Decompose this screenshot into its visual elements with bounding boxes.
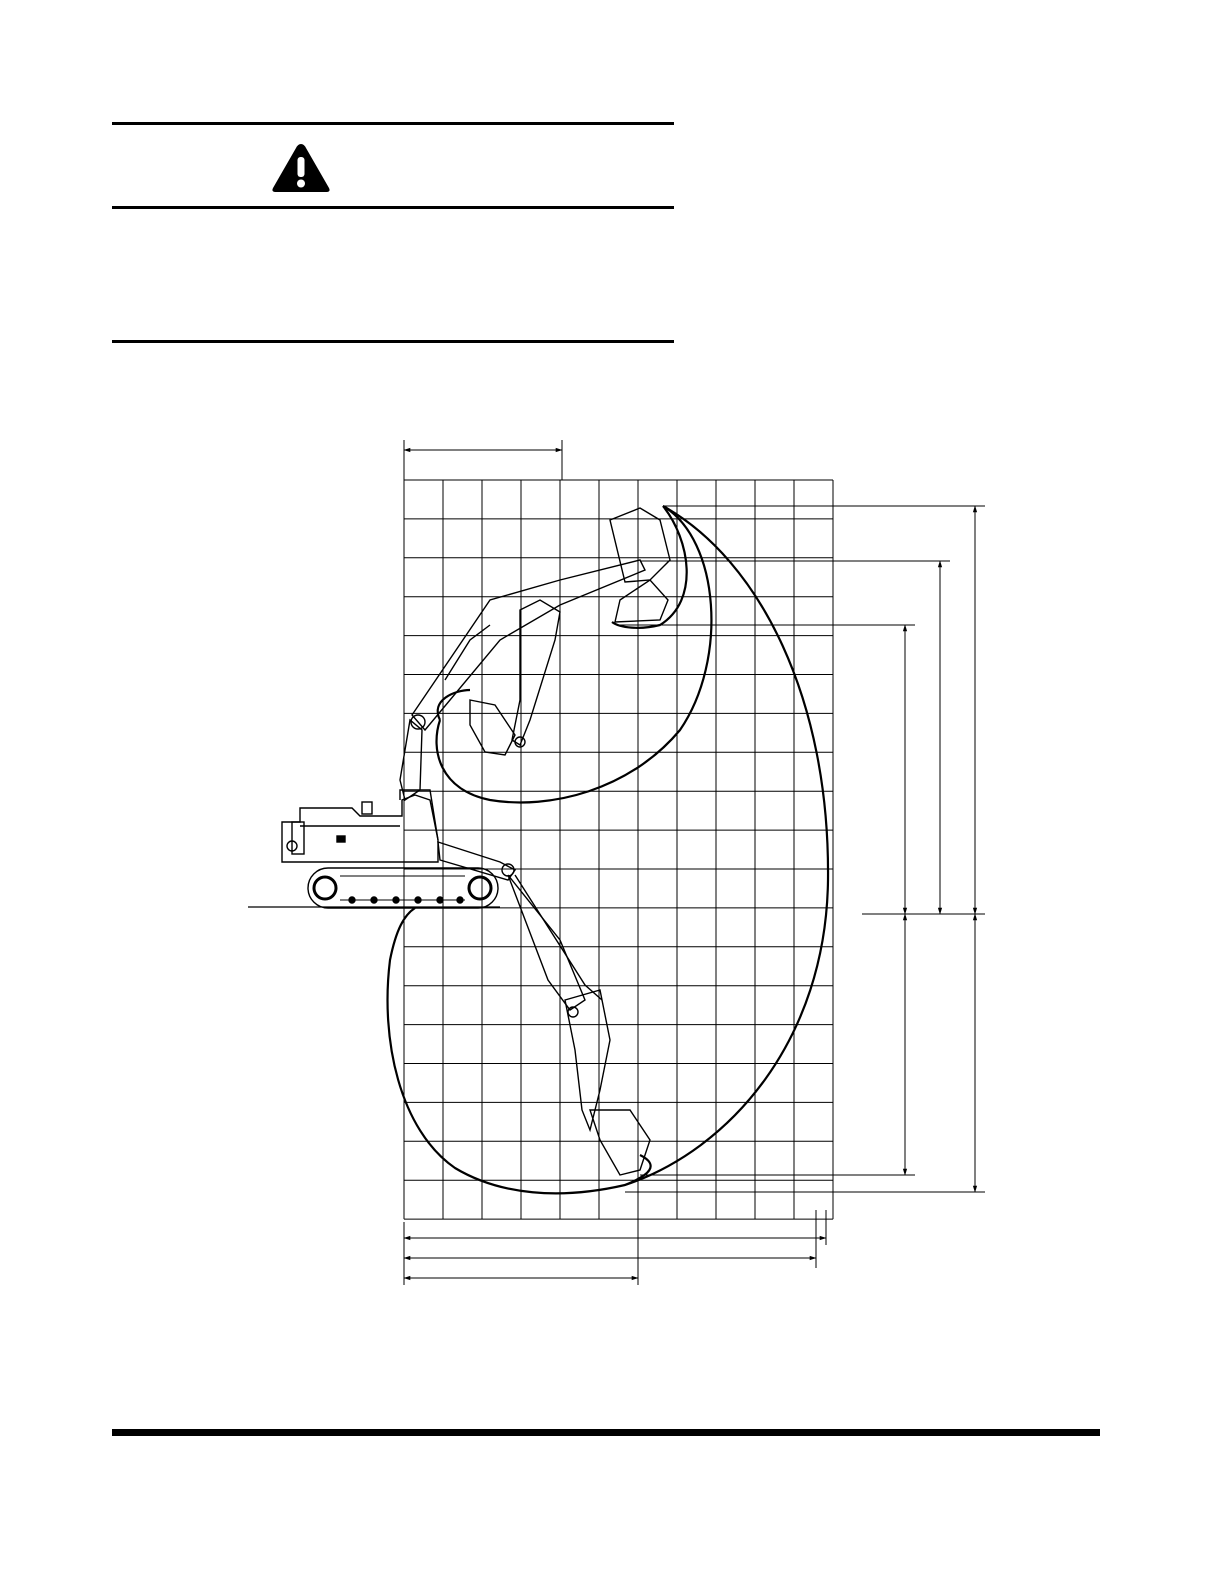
dimension-lines — [404, 440, 985, 1285]
range-envelopes — [388, 506, 829, 1193]
excavator-machine — [282, 508, 670, 1175]
range-grid — [404, 480, 833, 1219]
footer-rule — [112, 1429, 1100, 1436]
